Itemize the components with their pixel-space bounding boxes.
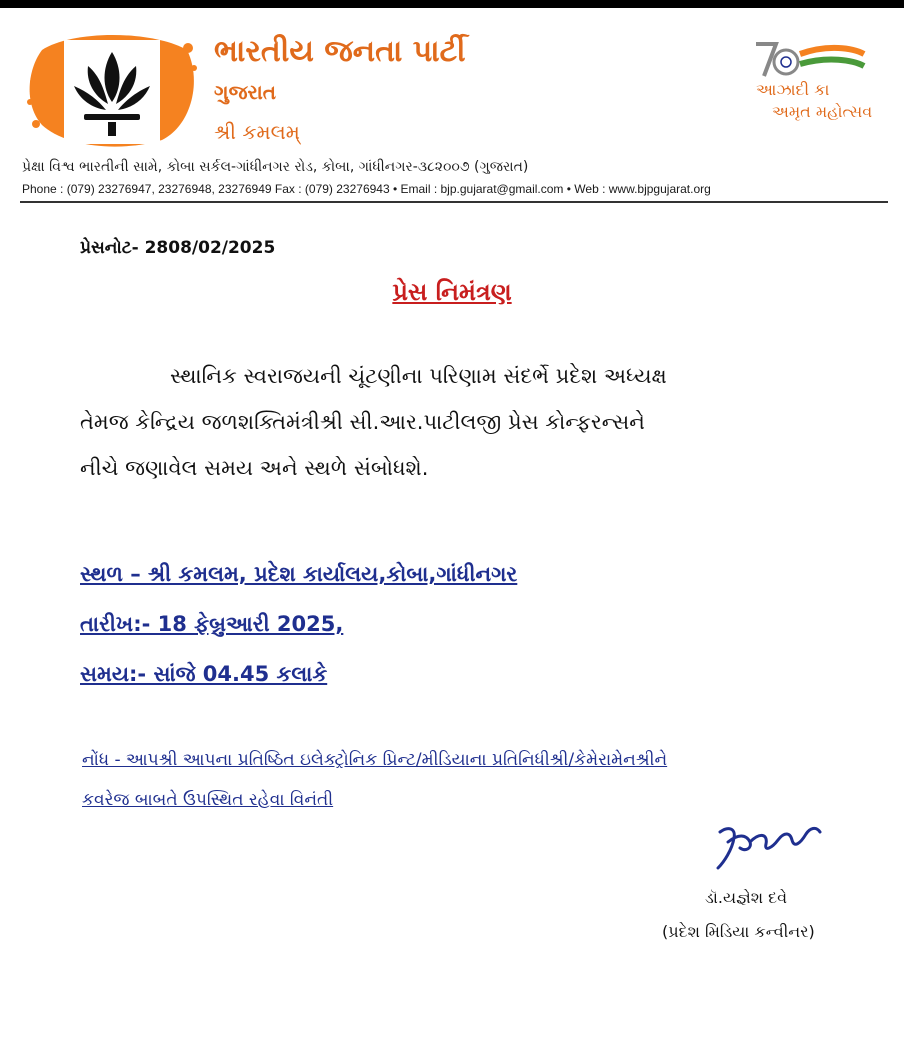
invitation-title-text: પ્રેસ નિમંત્રણ [392,278,512,306]
note-line-1: નોંધ - આપશ્રી આપના પ્રતિષ્ઠિત ઇલેક્ટ્રોનિક પ્રિન્ટ/મીડિયાના પ્રતિનિધીશ્રી/કેમેરામેનશ્રીને [82,750,668,770]
signatory-name: ડૉ.યજ્ઞેશ દવે [705,888,788,907]
event-date: તારીખ:- 18 ફેબ્રુઆરી 2025, [80,612,344,636]
paragraph-line-2: તેમજ કેન્દ્રિય જળશક્તિમંત્રીશ્રી સી.આર.પાટીલજી પ્રેસ કોન્ફરન્સને [80,410,645,434]
note-line-2: કવરેજ બાબતે ઉપસ્થિત રહેવા વિનંતી [82,790,334,810]
paragraph-line-1: સ્થાનિક સ્વરાજયની ચૂંટણીના પરિણામ સંદર્ભે પ્રદેશ અધ્યક્ષ [170,364,667,388]
party-name: ભારતીય જનતા પાર્ટી [214,34,466,69]
handwritten-signature [710,812,830,872]
event-place: સ્થળ – શ્રી કમલમ, પ્રદેશ કાર્યાલય,કોબા,ગાંધીનગર [80,562,518,586]
press-note-number: પ્રેસનોટ- 2808/02/2025 [80,238,276,258]
azadi-text-line2: અમૃત મહોત્સવ [772,102,873,121]
contact-details: Phone : (079) 23276947, 23276948, 23276949 Fax : (079) 23276943 • Email : bjp.gujarat@gmail.com • Web : www.bjpgujarat.org [22,182,711,196]
party-office: શ્રી કમલમ્ [214,120,300,144]
top-border [0,0,904,8]
paragraph-line-3: નીચે જણાવેલ સમય અને સ્થળે સંબોધશે. [80,456,429,480]
party-state: ગુજરાત [214,80,277,104]
lotus-logo-icon [22,30,202,150]
office-address: પ્રેક્ષા વિશ્વ ભારતીની સામે, કોબા સર્કલ-ગાંધીનગર રોડ, કોબા, ગાંધીનગર-૩૮૨૦૦૭ (ગુજરાત) [22,159,529,175]
signatory-title: (પ્રદેશ મિડિયા કન્વીનર) [662,922,815,941]
header-divider [20,201,888,203]
azadi-text-line1: આઝાદી કા [756,80,830,99]
event-time: સમય:- સાંજે 04.45 કલાકે [80,662,328,686]
invitation-title [0,278,904,306]
